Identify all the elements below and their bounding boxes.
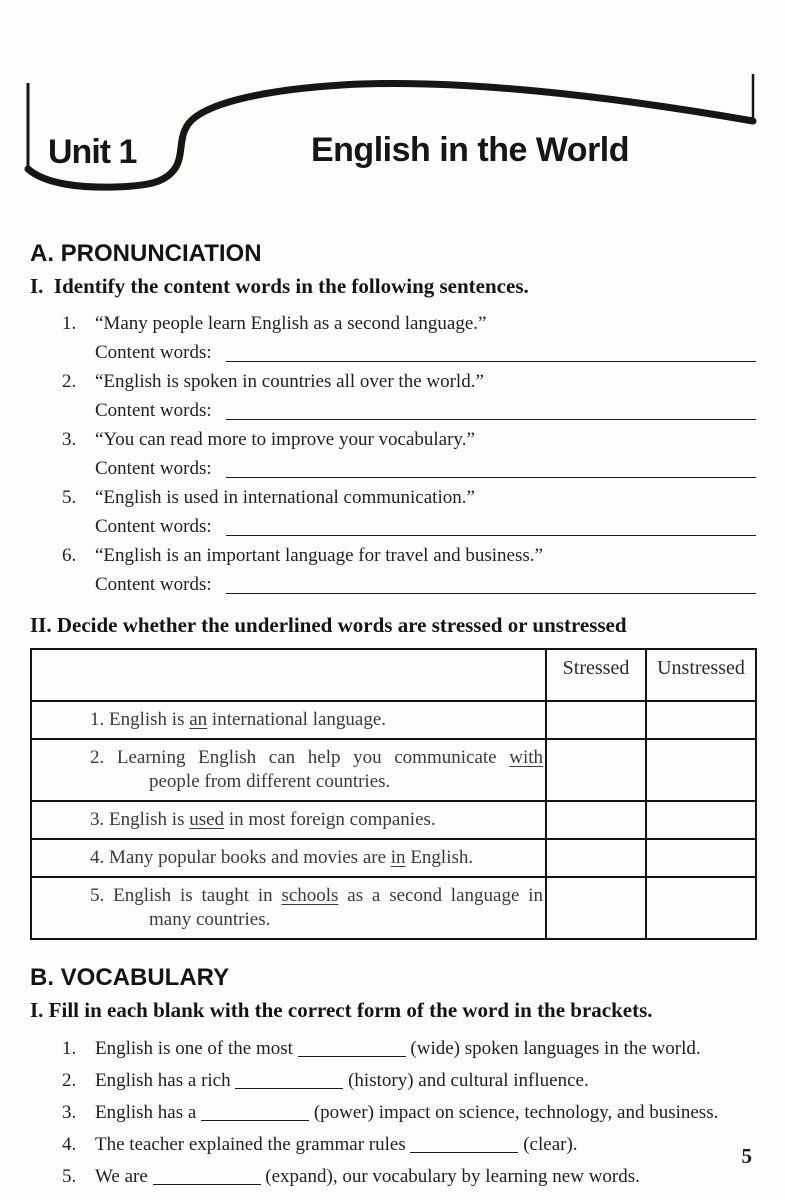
- answer-row: [30, 454, 758, 483]
- unstressed-answer-cell: [646, 739, 756, 801]
- stressed-answer-cell: [546, 701, 646, 739]
- section-b-heading: B. VOCABULARY: [30, 964, 230, 991]
- item-number: 2.: [62, 1070, 77, 1091]
- vocab-sentence: The teacher explained the grammar rules (clear).: [95, 1134, 578, 1155]
- vocab-item: [30, 1161, 758, 1193]
- unstressed-answer-cell: [646, 701, 756, 739]
- sentence-text: “You can read more to improve your vocabulary.”: [95, 429, 475, 450]
- vocab-sentence: We are (expand), our vocabulary by learning new words.: [95, 1166, 640, 1187]
- item-number: 3.: [62, 429, 77, 450]
- sentence-row: [30, 367, 758, 396]
- content-words-item: [30, 425, 758, 483]
- sentence-cell: [31, 739, 546, 801]
- vocab-list: [30, 1033, 758, 1193]
- table-row: [31, 839, 756, 877]
- fill-in-blank: [153, 1171, 261, 1185]
- content-words-item: [30, 541, 758, 599]
- content-words-list: [30, 309, 758, 599]
- answer-blank-line: [226, 535, 756, 536]
- sentence-text: “English is spoken in countries all over the world.”: [95, 371, 484, 392]
- stress-table-body: [31, 701, 756, 939]
- vocab-item: [30, 1065, 758, 1097]
- item-number: 5.: [62, 1166, 77, 1187]
- sentence-text: 1. English is an international language.: [90, 709, 387, 730]
- unit-header-swoosh: [0, 0, 785, 210]
- table-row: [31, 701, 756, 739]
- sentence-text: 3. English is used in most foreign companies.: [90, 809, 436, 830]
- sentence-row: [30, 309, 758, 338]
- vocab-sentence: English is one of the most (wide) spoken languages in the world.: [95, 1038, 701, 1059]
- sentence-text: “English is used in international communication.”: [95, 487, 475, 508]
- vocab-sentence: English has a rich (history) and cultural influence.: [95, 1070, 589, 1091]
- stressed-answer-cell: [546, 801, 646, 839]
- item-number: 6.: [62, 545, 77, 566]
- answer-row: [30, 512, 758, 541]
- exercise-2-heading: II. Decide whether the underlined words are stressed or unstressed: [30, 613, 627, 637]
- underlined-word: used: [189, 809, 225, 830]
- section-a-heading: A. PRONUNCIATION: [30, 240, 262, 267]
- sentence-row: [30, 425, 758, 454]
- underlined-word: an: [189, 709, 208, 730]
- answer-blank-line: [226, 477, 756, 478]
- fill-in-blank: [298, 1043, 406, 1057]
- table-row: [31, 801, 756, 839]
- underlined-word: schools: [281, 885, 339, 906]
- answer-row: [30, 338, 758, 367]
- unstressed-answer-cell: [646, 839, 756, 877]
- sentence-row: [30, 483, 758, 512]
- answer-blank-line: [226, 361, 756, 362]
- unstressed-answer-cell: [646, 877, 756, 939]
- sentence-text: “Many people learn English as a second language.”: [95, 313, 487, 334]
- table-row: [31, 739, 756, 801]
- fill-in-blank: [410, 1139, 518, 1153]
- item-number: 1.: [62, 1038, 77, 1059]
- sentence-text: 5. English is taught in schools as a second language in many countries.: [90, 885, 543, 930]
- sentence-cell: [31, 839, 546, 877]
- content-words-item: [30, 483, 758, 541]
- vocab-item: [30, 1033, 758, 1065]
- unstressed-column-header: Unstressed: [646, 649, 756, 701]
- underlined-word: with: [509, 747, 543, 768]
- vocab-item: [30, 1129, 758, 1161]
- content-words-item: [30, 309, 758, 367]
- stress-table: [30, 648, 757, 940]
- item-number: 1.: [62, 313, 77, 334]
- unit-label: Unit 1: [48, 133, 137, 171]
- sentence-text: 4. Many popular books and movies are in English.: [90, 847, 474, 868]
- stressed-answer-cell: [546, 739, 646, 801]
- answer-row: [30, 396, 758, 425]
- page-content: [30, 240, 758, 1193]
- sentence-text: 2. Learning English can help you communicate with people from different countries.: [90, 747, 543, 792]
- content-words-label: Content words:: [95, 342, 212, 363]
- item-number: 4.: [62, 1134, 77, 1155]
- sentence-row: [30, 541, 758, 570]
- vocab-item: [30, 1097, 758, 1129]
- fill-in-blank: [235, 1075, 343, 1089]
- unit-title: English in the World: [310, 131, 630, 169]
- answer-blank-line: [226, 419, 756, 420]
- item-number: 5.: [62, 487, 77, 508]
- page-number: 5: [741, 1144, 752, 1168]
- answer-row: [30, 570, 758, 599]
- content-words-label: Content words:: [95, 400, 212, 421]
- vocab-exercise-heading: I. Fill in each blank with the correct form of the word in the brackets.: [30, 998, 653, 1022]
- empty-header-cell: [31, 649, 546, 701]
- vocab-sentence: English has a (power) impact on science, technology, and business.: [95, 1102, 719, 1123]
- item-number: 2.: [62, 371, 77, 392]
- content-words-label: Content words:: [95, 458, 212, 479]
- underlined-word: in: [390, 847, 406, 868]
- table-row: [31, 877, 756, 939]
- sentence-cell: [31, 801, 546, 839]
- stressed-answer-cell: [546, 839, 646, 877]
- exercise-1-heading: I. Identify the content words in the following sentences.: [30, 274, 529, 298]
- stress-table-header-row: [31, 649, 756, 701]
- content-words-item: [30, 367, 758, 425]
- content-words-label: Content words:: [95, 516, 212, 537]
- answer-blank-line: [226, 593, 756, 594]
- item-number: 3.: [62, 1102, 77, 1123]
- unstressed-answer-cell: [646, 801, 756, 839]
- content-words-label: Content words:: [95, 574, 212, 595]
- fill-in-blank: [201, 1107, 309, 1121]
- sentence-cell: [31, 877, 546, 939]
- sentence-text: “English is an important language for travel and business.”: [95, 545, 543, 566]
- sentence-cell: [31, 701, 546, 739]
- stressed-column-header: Stressed: [546, 649, 646, 701]
- stressed-answer-cell: [546, 877, 646, 939]
